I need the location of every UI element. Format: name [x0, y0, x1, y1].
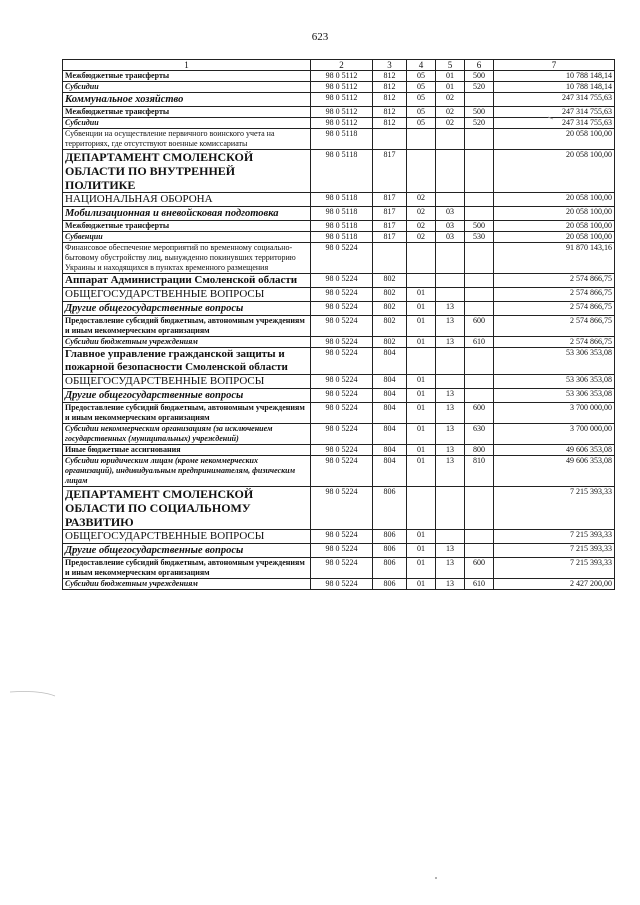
page-number: 623 — [311, 31, 329, 43]
expense-type-cell — [465, 348, 494, 375]
table-row — [63, 302, 615, 316]
subsection-cell: 13 — [436, 558, 465, 579]
section-cell: 01 — [407, 337, 436, 348]
expense-type-cell — [465, 207, 494, 221]
table-row — [63, 193, 615, 207]
expense-type-cell — [465, 93, 494, 107]
ministry-code-cell: 804 — [373, 348, 407, 375]
subsection-cell: 13 — [436, 445, 465, 456]
amount-cell: 7 215 393,33 — [494, 544, 615, 558]
table-row — [63, 389, 615, 403]
subsection-cell — [436, 129, 465, 150]
table-body — [63, 60, 615, 590]
scan-stroke-mark — [10, 692, 55, 697]
budget-table — [62, 59, 615, 590]
expense-type-cell: 600 — [465, 403, 494, 424]
amount-cell: 7 215 393,33 — [494, 530, 615, 544]
section-cell: 01 — [407, 316, 436, 337]
amount-cell: 20 058 100,00 — [494, 232, 615, 243]
ministry-code-cell: 802 — [373, 316, 407, 337]
ministry-code-cell: 817 — [373, 221, 407, 232]
target-code-cell: 98 0 5112 — [311, 82, 373, 93]
table-header-row — [63, 60, 615, 71]
ministry-code-cell: 802 — [373, 302, 407, 316]
scan-dot-mark — [435, 877, 437, 879]
target-code-cell: 98 0 5118 — [311, 221, 373, 232]
section-cell — [407, 150, 436, 193]
expense-type-cell — [465, 302, 494, 316]
ministry-code-cell: 812 — [373, 82, 407, 93]
target-code-cell: 98 0 5118 — [311, 150, 373, 193]
table-row — [63, 82, 615, 93]
item-name-cell: Аппарат Администрации Смоленской области — [63, 274, 311, 288]
amount-cell: 2 574 866,75 — [494, 316, 615, 337]
subsection-cell: 13 — [436, 424, 465, 445]
target-code-cell: 98 0 5118 — [311, 207, 373, 221]
subsection-cell: 01 — [436, 82, 465, 93]
target-code-cell: 98 0 5112 — [311, 118, 373, 129]
ministry-code-cell: 804 — [373, 389, 407, 403]
header-cell: 3 — [373, 60, 407, 71]
amount-cell: 247 314 755,63 — [494, 107, 615, 118]
item-name-cell: Субвенции — [63, 232, 311, 243]
target-code-cell: 98 0 5112 — [311, 107, 373, 118]
target-code-cell: 98 0 5224 — [311, 348, 373, 375]
header-cell: 1 — [63, 60, 311, 71]
item-name-cell: ОБЩЕГОСУДАРСТВЕННЫЕ ВОПРОСЫ — [63, 530, 311, 544]
item-name-cell: Межбюджетные трансферты — [63, 107, 311, 118]
amount-cell: 53 306 353,08 — [494, 389, 615, 403]
amount-cell: 2 574 866,75 — [494, 337, 615, 348]
subsection-cell — [436, 193, 465, 207]
item-name-cell: Другие общегосударственные вопросы — [63, 544, 311, 558]
expense-type-cell: 630 — [465, 424, 494, 445]
expense-type-cell — [465, 288, 494, 302]
amount-cell: 91 870 143,16 — [494, 243, 615, 274]
ministry-code-cell: 812 — [373, 107, 407, 118]
item-name-cell: Субсидии некоммерческим организациям (за исключением государственных (муниципальных) учреждений) — [63, 424, 311, 445]
item-name-cell: Иные бюджетные ассигнования — [63, 445, 311, 456]
item-name-cell: Предоставление субсидий бюджетным, автономным учреждениям и иным некоммерческим организациям — [63, 316, 311, 337]
section-cell: 02 — [407, 221, 436, 232]
target-code-cell: 98 0 5224 — [311, 456, 373, 487]
expense-type-cell — [465, 375, 494, 389]
target-code-cell: 98 0 5112 — [311, 93, 373, 107]
header-cell: 7 — [494, 60, 615, 71]
table-row — [63, 118, 615, 129]
amount-cell: 3 700 000,00 — [494, 403, 615, 424]
subsection-cell — [436, 348, 465, 375]
section-cell: 05 — [407, 107, 436, 118]
subsection-cell: 13 — [436, 389, 465, 403]
target-code-cell: 98 0 5224 — [311, 579, 373, 590]
item-name-cell: НАЦИОНАЛЬНАЯ ОБОРОНА — [63, 193, 311, 207]
table-row — [63, 348, 615, 375]
subsection-cell: 13 — [436, 316, 465, 337]
amount-cell: 247 314 755,63 — [494, 118, 615, 129]
table-row — [63, 150, 615, 193]
subsection-cell: 02 — [436, 107, 465, 118]
amount-cell: 2 427 200,00 — [494, 579, 615, 590]
subsection-cell: 01 — [436, 71, 465, 82]
target-code-cell: 98 0 5112 — [311, 71, 373, 82]
section-cell: 01 — [407, 579, 436, 590]
subsection-cell — [436, 487, 465, 530]
subsection-cell: 13 — [436, 403, 465, 424]
section-cell: 05 — [407, 71, 436, 82]
ministry-code-cell: 804 — [373, 445, 407, 456]
section-cell: 01 — [407, 456, 436, 487]
section-cell: 01 — [407, 288, 436, 302]
amount-cell: 7 215 393,33 — [494, 558, 615, 579]
table-row — [63, 337, 615, 348]
section-cell: 05 — [407, 93, 436, 107]
header-cell: 4 — [407, 60, 436, 71]
amount-cell: 2 574 866,75 — [494, 302, 615, 316]
item-name-cell: Субсидии бюджетным учреждениям — [63, 337, 311, 348]
expense-type-cell: 600 — [465, 316, 494, 337]
table-row — [63, 424, 615, 445]
header-cell: 5 — [436, 60, 465, 71]
ministry-code-cell: 812 — [373, 71, 407, 82]
item-name-cell: Субсидии юридическим лицам (кроме некоммерческих организаций), индивидуальным предпринимателям, физическим лицам — [63, 456, 311, 487]
target-code-cell: 98 0 5224 — [311, 274, 373, 288]
subsection-cell: 02 — [436, 118, 465, 129]
target-code-cell: 98 0 5224 — [311, 243, 373, 274]
item-name-cell: Предоставление субсидий бюджетным, автономным учреждениям и иным некоммерческим организациям — [63, 403, 311, 424]
table-row — [63, 375, 615, 389]
amount-cell: 20 058 100,00 — [494, 221, 615, 232]
subsection-cell — [436, 150, 465, 193]
expense-type-cell — [465, 544, 494, 558]
item-name-cell: Мобилизационная и вневойсковая подготовка — [63, 207, 311, 221]
table-row — [63, 456, 615, 487]
section-cell: 02 — [407, 207, 436, 221]
amount-cell: 7 215 393,33 — [494, 487, 615, 530]
section-cell: 01 — [407, 530, 436, 544]
target-code-cell: 98 0 5224 — [311, 530, 373, 544]
target-code-cell: 98 0 5224 — [311, 544, 373, 558]
expense-type-cell: 520 — [465, 118, 494, 129]
target-code-cell: 98 0 5224 — [311, 403, 373, 424]
item-name-cell: ДЕПАРТАМЕНТ СМОЛЕНСКОЙ ОБЛАСТИ ПО ВНУТРЕННЕЙ ПОЛИТИКЕ — [63, 150, 311, 193]
table-row — [63, 71, 615, 82]
target-code-cell: 98 0 5224 — [311, 375, 373, 389]
subsection-cell: 03 — [436, 232, 465, 243]
target-code-cell: 98 0 5224 — [311, 487, 373, 530]
section-cell: 01 — [407, 403, 436, 424]
subsection-cell: 03 — [436, 221, 465, 232]
ministry-code-cell: 806 — [373, 544, 407, 558]
item-name-cell: ОБЩЕГОСУДАРСТВЕННЫЕ ВОПРОСЫ — [63, 375, 311, 389]
table-row — [63, 403, 615, 424]
table-row — [63, 232, 615, 243]
section-cell — [407, 274, 436, 288]
item-name-cell: Межбюджетные трансферты — [63, 71, 311, 82]
expense-type-cell — [465, 530, 494, 544]
ministry-code-cell: 806 — [373, 487, 407, 530]
section-cell — [407, 487, 436, 530]
section-cell: 05 — [407, 82, 436, 93]
ministry-code-cell: 802 — [373, 274, 407, 288]
target-code-cell: 98 0 5224 — [311, 445, 373, 456]
expense-type-cell: 520 — [465, 82, 494, 93]
target-code-cell: 98 0 5224 — [311, 337, 373, 348]
subsection-cell: 13 — [436, 544, 465, 558]
expense-type-cell — [465, 274, 494, 288]
table-row — [63, 558, 615, 579]
subsection-cell: 13 — [436, 456, 465, 487]
ministry-code-cell: 802 — [373, 337, 407, 348]
target-code-cell: 98 0 5118 — [311, 232, 373, 243]
item-name-cell: Субсидии — [63, 82, 311, 93]
section-cell: 01 — [407, 302, 436, 316]
table-row — [63, 445, 615, 456]
expense-type-cell: 500 — [465, 71, 494, 82]
table-row — [63, 221, 615, 232]
target-code-cell: 98 0 5224 — [311, 558, 373, 579]
item-name-cell: Межбюджетные трансферты — [63, 221, 311, 232]
table-row — [63, 207, 615, 221]
section-cell: 01 — [407, 424, 436, 445]
table-row — [63, 487, 615, 530]
section-cell: 01 — [407, 544, 436, 558]
table-row — [63, 316, 615, 337]
section-cell — [407, 243, 436, 274]
table-row — [63, 107, 615, 118]
header-cell: 2 — [311, 60, 373, 71]
header-cell: 6 — [465, 60, 494, 71]
amount-cell: 2 574 866,75 — [494, 288, 615, 302]
item-name-cell: Финансовое обеспечение мероприятий по временному социально-бытовому обустройству лиц, вынужденно покинувших территорию Украины и находящихся в пунктах временного размещения — [63, 243, 311, 274]
expense-type-cell — [465, 129, 494, 150]
subsection-cell — [436, 243, 465, 274]
subsection-cell — [436, 274, 465, 288]
target-code-cell: 98 0 5224 — [311, 389, 373, 403]
amount-cell: 3 700 000,00 — [494, 424, 615, 445]
ministry-code-cell: 804 — [373, 456, 407, 487]
amount-cell: 247 314 755,63 — [494, 93, 615, 107]
amount-cell: 2 574 866,75 — [494, 274, 615, 288]
ministry-code-cell: 806 — [373, 530, 407, 544]
ministry-code-cell: 817 — [373, 150, 407, 193]
expense-type-cell — [465, 193, 494, 207]
section-cell: 01 — [407, 445, 436, 456]
subsection-cell: 03 — [436, 207, 465, 221]
section-cell: 02 — [407, 232, 436, 243]
table-row — [63, 93, 615, 107]
table-row — [63, 129, 615, 150]
amount-cell: 10 788 148,14 — [494, 82, 615, 93]
section-cell — [407, 348, 436, 375]
table-row — [63, 274, 615, 288]
ministry-code-cell: 804 — [373, 403, 407, 424]
amount-cell: 53 306 353,08 — [494, 375, 615, 389]
section-cell: 01 — [407, 375, 436, 389]
ministry-code-cell: 806 — [373, 579, 407, 590]
amount-cell: 10 788 148,14 — [494, 71, 615, 82]
ministry-code-cell: 802 — [373, 288, 407, 302]
item-name-cell: Другие общегосударственные вопросы — [63, 389, 311, 403]
table-row — [63, 544, 615, 558]
target-code-cell: 98 0 5224 — [311, 424, 373, 445]
target-code-cell: 98 0 5118 — [311, 129, 373, 150]
target-code-cell: 98 0 5224 — [311, 302, 373, 316]
table-row — [63, 288, 615, 302]
item-name-cell: Субсидии бюджетным учреждениям — [63, 579, 311, 590]
subsection-cell — [436, 375, 465, 389]
ministry-code-cell: 812 — [373, 93, 407, 107]
item-name-cell: Главное управление гражданской защиты и пожарной безопасности Смоленской области — [63, 348, 311, 375]
amount-cell: 20 058 100,00 — [494, 207, 615, 221]
ministry-code-cell: 804 — [373, 375, 407, 389]
amount-cell: 53 306 353,08 — [494, 348, 615, 375]
item-name-cell: Предоставление субсидий бюджетным, автономным учреждениям и иным некоммерческим организациям — [63, 558, 311, 579]
amount-cell: 20 058 100,00 — [494, 129, 615, 150]
item-name-cell: Другие общегосударственные вопросы — [63, 302, 311, 316]
expense-type-cell — [465, 243, 494, 274]
table-row — [63, 530, 615, 544]
subsection-cell: 13 — [436, 302, 465, 316]
ministry-code-cell — [373, 243, 407, 274]
item-name-cell: Субсидии — [63, 118, 311, 129]
expense-type-cell — [465, 389, 494, 403]
section-cell: 02 — [407, 193, 436, 207]
amount-cell: 49 606 353,08 — [494, 456, 615, 487]
expense-type-cell: 810 — [465, 456, 494, 487]
ministry-code-cell: 817 — [373, 232, 407, 243]
section-cell — [407, 129, 436, 150]
section-cell: 05 — [407, 118, 436, 129]
expense-type-cell: 600 — [465, 558, 494, 579]
section-cell: 01 — [407, 389, 436, 403]
amount-cell: 20 058 100,00 — [494, 193, 615, 207]
section-cell: 01 — [407, 558, 436, 579]
expense-type-cell — [465, 487, 494, 530]
ministry-code-cell: 817 — [373, 207, 407, 221]
item-name-cell: ДЕПАРТАМЕНТ СМОЛЕНСКОЙ ОБЛАСТИ ПО СОЦИАЛЬНОМУ РАЗВИТИЮ — [63, 487, 311, 530]
subsection-cell — [436, 530, 465, 544]
expense-type-cell: 800 — [465, 445, 494, 456]
target-code-cell: 98 0 5118 — [311, 193, 373, 207]
expense-type-cell: 610 — [465, 579, 494, 590]
table-row — [63, 243, 615, 274]
ministry-code-cell — [373, 129, 407, 150]
expense-type-cell: 530 — [465, 232, 494, 243]
expense-type-cell: 500 — [465, 221, 494, 232]
ministry-code-cell: 804 — [373, 424, 407, 445]
item-name-cell: Субвенции на осуществление первичного воинского учета на территориях, где отсутствуют военные комиссариаты — [63, 129, 311, 150]
item-name-cell: ОБЩЕГОСУДАРСТВЕННЫЕ ВОПРОСЫ — [63, 288, 311, 302]
item-name-cell: Коммунальное хозяйство — [63, 93, 311, 107]
ministry-code-cell: 806 — [373, 558, 407, 579]
expense-type-cell — [465, 150, 494, 193]
subsection-cell: 13 — [436, 337, 465, 348]
subsection-cell: 02 — [436, 93, 465, 107]
expense-type-cell: 500 — [465, 107, 494, 118]
subsection-cell — [436, 288, 465, 302]
target-code-cell: 98 0 5224 — [311, 288, 373, 302]
ministry-code-cell: 812 — [373, 118, 407, 129]
target-code-cell: 98 0 5224 — [311, 316, 373, 337]
expense-type-cell: 610 — [465, 337, 494, 348]
table-row — [63, 579, 615, 590]
amount-cell: 49 606 353,08 — [494, 445, 615, 456]
amount-cell: 20 058 100,00 — [494, 150, 615, 193]
ministry-code-cell: 817 — [373, 193, 407, 207]
subsection-cell: 13 — [436, 579, 465, 590]
